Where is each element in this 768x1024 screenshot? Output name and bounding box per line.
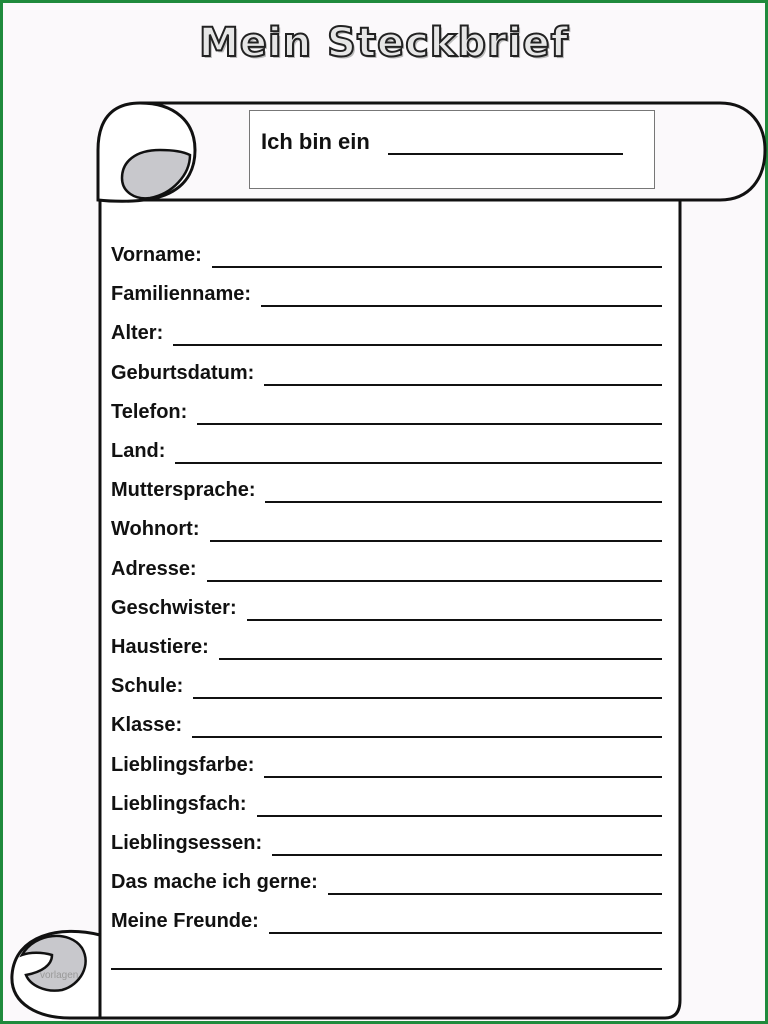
extra-blank-line[interactable] [111,968,662,970]
form-field-row [111,791,662,821]
field-blank-line[interactable] [328,893,662,895]
field-label: Adresse: [111,557,197,580]
field-label: Haustiere: [111,636,209,658]
field-blank-line[interactable] [272,854,662,856]
watermark: vorlagen [40,970,79,981]
field-label: Lieblingsfach: [111,792,247,815]
field-label: Klasse: [111,714,183,737]
field-label: Schule: [111,675,184,698]
field-label: Muttersprache: [111,479,256,502]
field-label: Land: [111,440,166,462]
field-blank-line[interactable] [269,932,662,934]
header-blank-line[interactable] [388,153,623,155]
field-label: Lieblingsfarbe: [111,753,255,776]
field-label: Telefon: [111,400,188,423]
form-field-row [111,752,662,782]
field-label: Meine Freunde: [111,910,259,933]
form-field-row [111,242,662,272]
field-blank-line[interactable] [207,580,662,582]
header-box [249,110,655,189]
form-field-row [111,634,662,664]
field-blank-line[interactable] [175,462,662,464]
page-title: Mein Steckbrief [198,20,570,66]
field-blank-line[interactable] [261,305,662,307]
form-field-row [111,281,662,311]
field-blank-line[interactable] [192,736,662,738]
field-blank-line[interactable] [219,658,662,660]
form-field-row [111,320,662,350]
field-label: Alter: [111,322,164,345]
field-blank-line[interactable] [212,266,662,268]
field-blank-line[interactable] [247,619,662,621]
form-field-row [111,477,662,507]
field-label: Das mache ich gerne: [111,871,318,894]
field-blank-line[interactable] [257,815,662,817]
field-label: Geschwister: [111,596,237,619]
form-field-row [111,830,662,860]
form-field-row [111,908,662,938]
field-blank-line[interactable] [264,384,662,386]
field-label: Wohnort: [111,518,200,541]
field-blank-line[interactable] [264,776,662,778]
field-blank-line[interactable] [193,697,662,699]
form-field-row [111,360,662,390]
form-field-row [111,673,662,703]
header-label: Ich bin ein [261,129,370,154]
form-field-row [111,516,662,546]
field-label: Familienname: [111,283,252,306]
scroll-top-curl-fill [122,150,190,198]
form-field-row [111,712,662,742]
field-blank-line[interactable] [173,344,662,346]
field-label: Geburtsdatum: [111,361,255,384]
field-blank-line[interactable] [265,501,662,503]
field-label: Vorname: [111,244,202,266]
form-field-row [111,556,662,586]
form-field-row [111,438,662,468]
field-label: Lieblingsessen: [111,832,263,854]
form-field-row [111,399,662,429]
form-field-row [111,595,662,625]
field-blank-line[interactable] [197,423,662,425]
form-field-row [111,869,662,899]
field-blank-line[interactable] [210,540,662,542]
